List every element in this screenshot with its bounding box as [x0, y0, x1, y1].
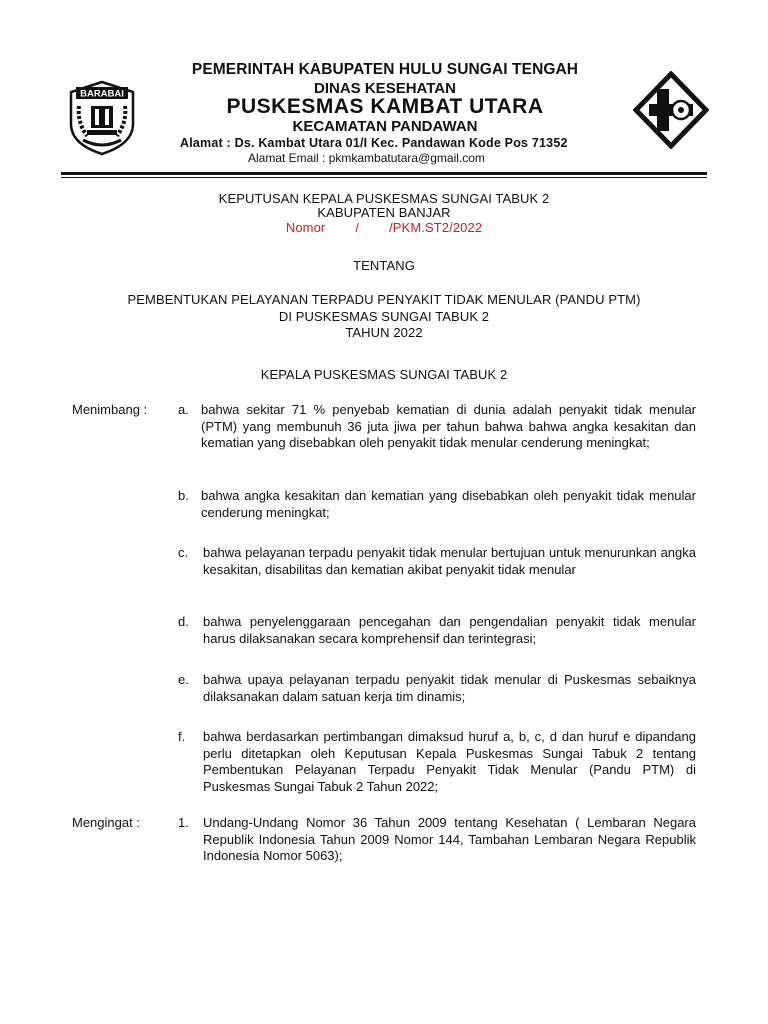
decree-about: TENTANG: [353, 258, 415, 273]
decree-number-code: /PKM.ST2/2022: [389, 220, 483, 235]
decree-number-label: Nomor: [285, 220, 326, 235]
decree-issuer: KEPALA PUSKESMAS SUNGAI TABUK 2: [260, 367, 508, 382]
menimbang-item-e: bahwa upaya pelayanan terpadu penyakit tidak menular di Puskesmas sebaiknya dilaksanakan dalam satuan kerja tim dinamis;: [203, 672, 696, 704]
letterhead: [60, 58, 710, 176]
letterhead-email: Alamat Email : pkmkambatutara@gmail.com: [248, 151, 485, 165]
menimbang-marker-e: e.: [178, 672, 189, 687]
decree-subject-line1: PEMBENTUKAN PELAYANAN TERPADU PENYAKIT TIDAK MENULAR (PANDU PTM): [127, 292, 641, 307]
decree-number: [0, 220, 768, 235]
decree-regency: KABUPATEN BANJAR: [317, 205, 451, 220]
decree-number-sep: /: [355, 220, 360, 235]
menimbang-marker-f: f.: [178, 729, 186, 744]
letterhead-government: PEMERINTAH KABUPATEN HULU SUNGAI TENGAH: [191, 61, 579, 78]
decree-subject-line2: DI PUSKESMAS SUNGAI TABUK 2: [278, 309, 490, 324]
decree-subject-line3: TAHUN 2022: [345, 325, 423, 340]
menimbang-item-c: bahwa pelayanan terpadu penyakit tidak menular bertujuan untuk menurunkan angka kesakitan, disabilitas dan kematian akibat penyakit tidak menular: [203, 545, 696, 577]
decree-title: KEPUTUSAN KEPALA PUSKESMAS SUNGAI TABUK 2: [218, 191, 550, 206]
logo-banner-text: BARABAI: [80, 88, 124, 100]
letterhead-department: DINAS KESEHATAN: [314, 80, 456, 97]
menimbang-item-f: bahwa berdasarkan pertimbangan dimaksud huruf a, b, c, d dan huruf e dipandang perlu ditetapkan oleh Keputusan Kepala Puskesmas Sungai Tabuk 2 tentang Pembentukan Pelayanan Terpadu Penyakit Tidak Menular (Pandu PTM) di Puskesmas Sungai Tabuk 2 Tahun 2022;: [203, 729, 696, 794]
letterhead-rule-thick: [61, 172, 707, 175]
letterhead-rule-thin: [61, 177, 707, 178]
letterhead-district: KECAMATAN PANDAWAN: [292, 118, 478, 135]
mengingat-item-1: Undang-Undang Nomor 36 Tahun 2009 tentang Kesehatan ( Lembaran Negara Republik Indonesia Tahun 2009 Nomor 144, Tambahan Lembaran Negara Republik Indonesia Nomor 5063);: [203, 815, 696, 863]
menimbang-label: Menimbang :: [72, 402, 148, 417]
menimbang-item-d: bahwa penyelenggaraan pencegahan dan pengendalian penyakit tidak menular harus dilaksanakan secara komprehensif dan terintegrasi;: [203, 614, 696, 646]
letterhead-puskesmas: PUSKESMAS KAMBAT UTARA: [226, 95, 544, 118]
puskesmas-cross-logo-icon: [633, 71, 709, 149]
menimbang-marker-d: d.: [178, 614, 189, 629]
menimbang-marker-c: c.: [178, 545, 189, 560]
menimbang-marker-a: a.: [178, 402, 189, 417]
mengingat-label: Mengingat :: [72, 815, 140, 830]
letterhead-address: Alamat : Ds. Kambat Utara 01/I Kec. Pandawan Kode Pos 71352: [180, 136, 568, 150]
mengingat-marker-1: 1.: [178, 815, 189, 830]
menimbang-marker-b: b.: [178, 488, 189, 503]
menimbang-item-a: bahwa sekitar 71 % penyebab kematian di dunia adalah penyakit tidak menular (PTM) yang membunuh 36 juta jiwa per tahun bahwa bahwa angka kesakitan dan kematian yang disebabkan oleh penyakit tidak menular cenderung meningkat;: [201, 402, 696, 450]
menimbang-item-b: bahwa angka kesakitan dan kematian yang disebabkan oleh penyakit tidak menular cenderung meningkat;: [201, 488, 696, 520]
